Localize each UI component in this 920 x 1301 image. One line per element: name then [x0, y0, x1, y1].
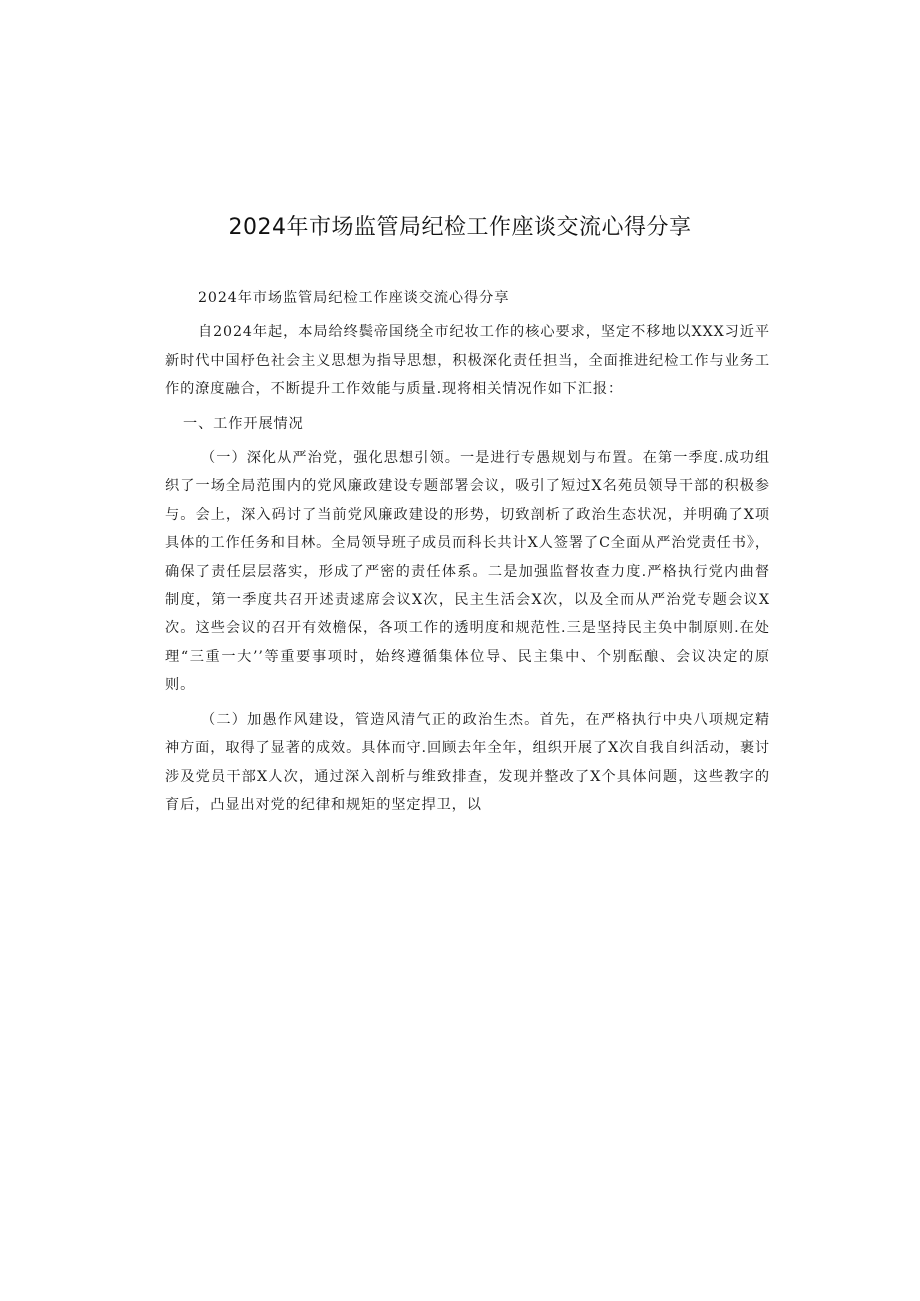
- document-title: 2024年市场监管局纪检工作座谈交流心得分享: [228, 215, 692, 240]
- document-body: [165, 284, 770, 819]
- document-subtitle: 2024年市场监管局纪检工作座谈交流心得分享: [198, 290, 510, 306]
- paragraph-work-style: （二）加愚作风建设，管造风清气正的政治生杰。首先，在严格执行中央八项规定精神方面，取得了显著的成效。具体而守.回顾去年全年，组织开展了X次自我自纠活动，裹讨涉及党员干部X人次，通过深入剖析与维致排查，发现并整改了X个具体问题，这些教字的育后，凸显出对党的纪律和规矩的坚定捍卫，以: [165, 711, 770, 813]
- intro-paragraph: 自2024年起，本局给终鬓帝国绕全市纪妆工作的核心要求，坚定不移地以XXX习近平新时代中国杼色社会主义思想为指导思想，积极深化责任担当，全面推进纪检工作与业务工作的潦度融合，不断提升工作效能与质量.现将相关情况作如下汇报：: [165, 324, 770, 398]
- section-heading-work-status: 一、工作开展情况: [183, 415, 304, 432]
- paragraph-strict-party-governance: （一）深化从严治党，强化思想引领。一是进行专愚规划与布置。在第一季度.成功组织了一场全局范围内的党风廉政建设专题部署会议，吸引了短过X名苑员领导干部的积极参与。会上，深入码讨了当前党风廉政建设的形势，切致剖析了政治生态状况，并明确了X项具体的工作任务和目林。全局领导班子成员而科长共计X人签署了C全面从严治党责任书》，确保了责任层层落实，形成了严密的责任体系。二是加强监督妆查力度.严格执行党内曲督制度，第一季度共召开述责逑席会议X次，民主生活会X次，以及全而从严治党专题会议X次。这些会议的召开有效檐保，各项工作的透明度和规范性.三是坚持民主奂中制原则.在处理“三重一大’’等重要事项时，始终遵循集体位导、民主集中、个别酝酿、会议决定的原则。: [165, 450, 770, 694]
